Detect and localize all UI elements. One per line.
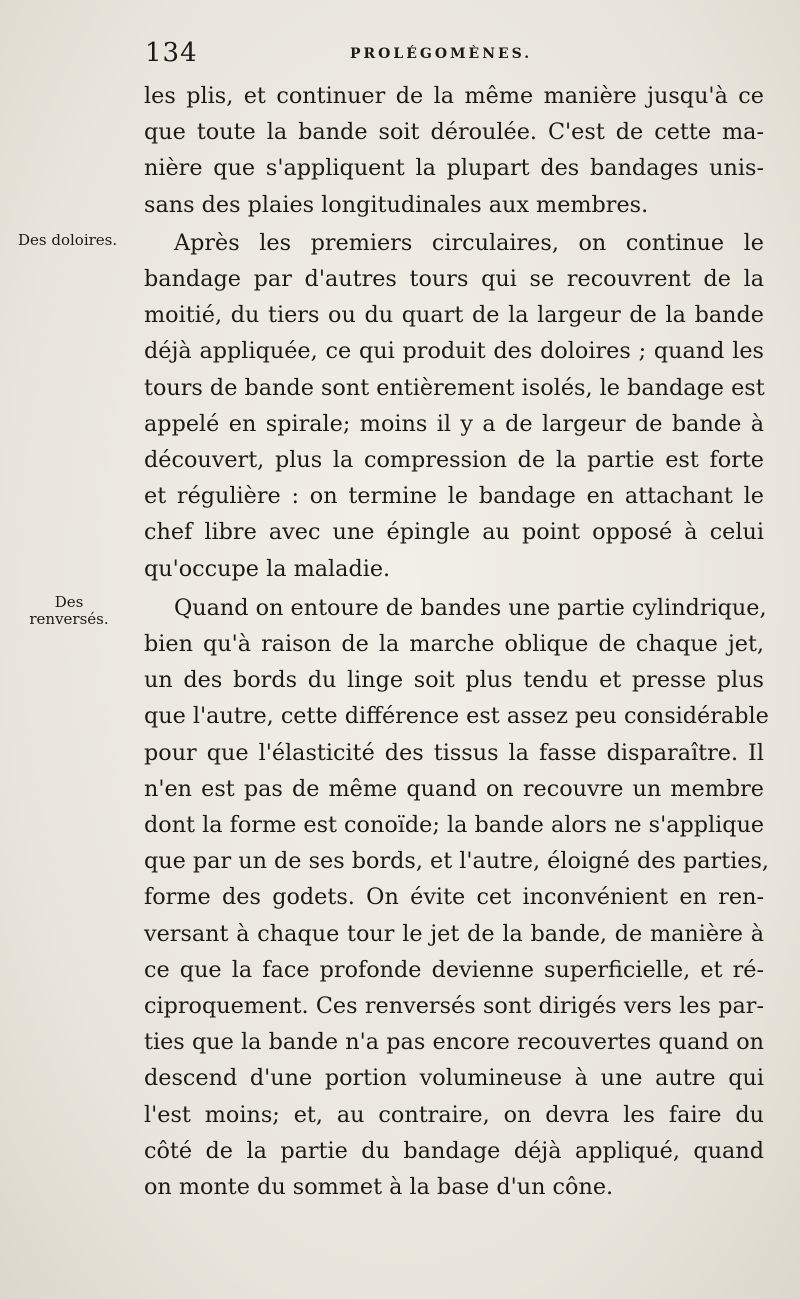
margin-note-renverses: [10, 594, 128, 628]
text-line: Quand on entoure de bandes une partie cylindrique,: [174, 594, 767, 621]
text-line: bandage par d'autres tours qui se recouvrent de la: [144, 266, 764, 293]
margin-note-text: Des: [54, 593, 84, 611]
margin-note-text: renversés.: [29, 610, 109, 628]
text-line: descend d'une portion volumineuse à une autre qui: [144, 1065, 764, 1092]
text-line: les plis, et continuer de la même manière jusqu'à ce: [144, 83, 764, 109]
text-line: tours de bande sont entièrement isolés, le bandage est: [144, 374, 765, 401]
text-line: n'en est pas de même quand on recouvre un membre: [144, 775, 764, 802]
margin-note-doloires: [18, 232, 136, 249]
text-line: déjà appliquée, ce qui produit des doloires ; quand les: [144, 338, 764, 365]
text-line: et régulière : on termine le bandage en attachant le: [144, 483, 764, 510]
text-line: que l'autre, cette différence est assez peu considérable: [144, 703, 769, 730]
page-header: [145, 38, 765, 68]
paragraph-2: [144, 225, 764, 587]
text-line: sans des plaies longitudinales aux membres.: [144, 191, 649, 218]
text-line: ciproquement. Ces renversés sont dirigés vers les par-: [144, 993, 764, 1020]
paragraph-1: [144, 78, 764, 223]
text-line: dont la forme est conoïde; la bande alors ne s'applique: [144, 812, 765, 839]
text-line: moitié, du tiers ou du quart de la largeur de la bande: [144, 302, 764, 329]
text-line: un des bords du linge soit plus tendu et presse plus: [144, 667, 764, 694]
text-line: que par un de ses bords, et l'autre, éloigné des parties,: [144, 848, 769, 875]
text-line: que toute la bande soit déroulée. C'est de cette ma-: [144, 119, 764, 146]
text-line: on monte du sommet à la base d'un cône.: [144, 1174, 614, 1201]
paragraph-3: [144, 590, 769, 1205]
text-line: découvert, plus la compression de la partie est forte: [144, 447, 764, 474]
text-line: nière que s'appliquent la plupart des bandages unis-: [144, 155, 764, 182]
text-line: ce que la face profonde devienne superficielle, et ré-: [144, 956, 764, 983]
text-line: chef libre avec une épingle au point opposé à celui: [144, 519, 764, 546]
text-line: pour que l'élasticité des tissus la fasse disparaître. Il: [144, 739, 764, 766]
page-number: 134: [145, 38, 198, 68]
text-line: versant à chaque tour le jet de la bande, de manière à: [144, 920, 764, 947]
text-line: l'est moins; et, au contraire, on devra les faire du: [144, 1101, 764, 1128]
text-line: ties que la bande n'a pas encore recouvertes quand on: [144, 1029, 764, 1056]
margin-note-text: Des doloires.: [18, 231, 118, 249]
text-line: qu'occupe la maladie.: [144, 555, 391, 582]
text-line: bien qu'à raison de la marche oblique de chaque jet,: [144, 631, 764, 658]
text-line: Après les premiers circulaires, on continue le: [174, 229, 764, 256]
running-title: PROLÉGOMÈNES.: [350, 46, 533, 62]
text-line: appelé en spirale; moins il y a de largeur de bande à: [144, 410, 764, 437]
text-line: côté de la partie du bandage déjà appliqué, quand: [144, 1137, 764, 1164]
text-line: forme des godets. On évite cet inconvénient en ren-: [144, 884, 764, 911]
body-text: [144, 78, 769, 1205]
